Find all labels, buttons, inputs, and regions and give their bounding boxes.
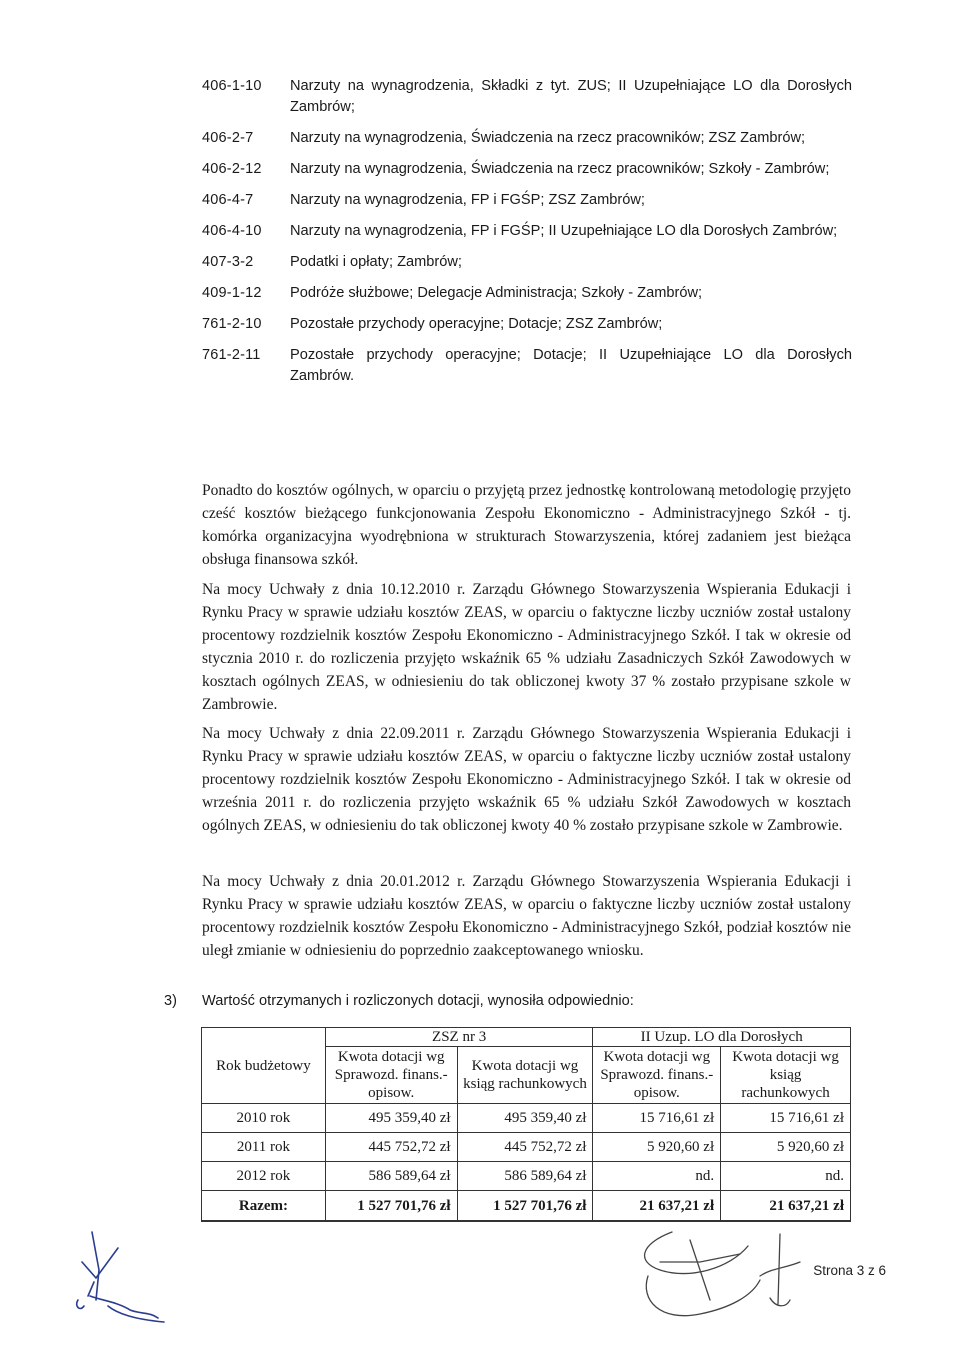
cell-year: 2011 rok (202, 1133, 326, 1162)
page-number: Strona 3 z 6 (813, 1263, 886, 1278)
account-code: 406-2-12 (202, 161, 262, 177)
account-code: 406-4-7 (202, 192, 254, 208)
account-description: Narzuty na wynagrodzenia, Świadczenia na rzecz pracowników; Szkoły - Zambrów; (290, 161, 830, 177)
cell-lo-books: 5 920,60 zł (721, 1133, 851, 1162)
header-zsz-report: Kwota dotacji wg Sprawozd. finans.-opisow. (325, 1047, 457, 1104)
cell-lo-report: 15 716,61 zł (593, 1104, 721, 1133)
cell-zsz-report: 586 589,64 zł (325, 1162, 457, 1191)
cell-year: 2012 rok (202, 1162, 326, 1191)
header-group-lo: II Uzup. LO dla Dorosłych (593, 1028, 851, 1047)
item-number: 3) (164, 993, 177, 1009)
cell-total-zsz-books: 1 527 701,76 zł (457, 1191, 593, 1222)
cell-zsz-books: 495 359,40 zł (457, 1104, 593, 1133)
account-code: 409-1-12 (202, 285, 262, 301)
header-lo-report: Kwota dotacji wg Sprawozd. finans.-opisow. (593, 1047, 721, 1104)
header-year: Rok budżetowy (202, 1028, 326, 1104)
cell-total-lo-report: 21 637,21 zł (593, 1191, 721, 1222)
cell-lo-books: nd. (721, 1162, 851, 1191)
cell-total-lo-books: 21 637,21 zł (721, 1191, 851, 1222)
account-code: 406-1-10 (202, 78, 262, 94)
account-code: 406-2-7 (202, 130, 254, 146)
paragraph-resolution-2010: Na mocy Uchwały z dnia 10.12.2010 r. Zarządu Głównego Stowarzyszenia Wspierania Edukacji i Rynku Pracy w sprawie udziału kosztów ZEAS, w oparciu o faktyczne liczby uczniów został ustalony procentowy rozdzielnik kosztów Zespołu Ekonomiczno - Administracyjnego Szkół. I tak w okresie od stycznia 2010 r. do rozliczenia przyjęto wskaźnik 65 % udziału Zasadniczych Szkół Zawodowych w kosztach ogólnych ZEAS, w odniesieniu do tak obliczonej kwoty 37 % zostało przypisane szkole w Zambrowie. (202, 581, 851, 713)
header-zsz-books: Kwota dotacji wg ksiąg rachunkowych (457, 1047, 593, 1104)
cell-total-label: Razem: (202, 1191, 326, 1222)
account-code: 406-4-10 (202, 223, 262, 239)
cell-zsz-books: 445 752,72 zł (457, 1133, 593, 1162)
account-description: Narzuty na wynagrodzenia, FP i FGŚP; II Uzupełniające LO dla Dorosłych Zambrów; (290, 223, 838, 239)
cell-zsz-books: 586 589,64 zł (457, 1162, 593, 1191)
account-description: Narzuty na wynagrodzenia, Świadczenia na rzecz pracowników; ZSZ Zambrów; (290, 130, 806, 146)
paragraph-resolution-2012: Na mocy Uchwały z dnia 20.01.2012 r. Zarządu Głównego Stowarzyszenia Wspierania Edukacji i Rynku Pracy w sprawie udziału kosztów ZEAS, w oparciu o faktyczne liczby uczniów został ustalony procentowy rozdzielnik kosztów Zespołu Ekonomiczno - Administracyjnego Szkół, podział kosztów nie uległ zmianie w odniesieniu do poprzednio zaakceptowanego wniosku. (202, 873, 851, 959)
cell-zsz-report: 495 359,40 zł (325, 1104, 457, 1133)
header-lo-books: Kwota dotacji wg ksiąg rachunkowych (721, 1047, 851, 1104)
account-code: 407-3-2 (202, 254, 254, 270)
cell-total-zsz-report: 1 527 701,76 zł (325, 1191, 457, 1222)
cell-lo-report: nd. (593, 1162, 721, 1191)
header-group-zsz: ZSZ nr 3 (325, 1028, 593, 1047)
signature-left (77, 1232, 164, 1322)
account-description: Podatki i opłaty; Zambrów; (290, 254, 462, 270)
paragraph-resolution-2011: Na mocy Uchwały z dnia 22.09.2011 r. Zarządu Głównego Stowarzyszenia Wspierania Edukacji i Rynku Pracy w sprawie udziału kosztów ZEAS, w oparciu o faktyczne liczby uczniów został ustalony procentowy rozdzielnik kosztów Zespołu Ekonomiczno - Administracyjnego Szkół. I tak w okresie od września 2011 r. do rozliczenia przyjęto wskaźnik 65 % udziału Szkół Zawodowych w kosztach ogólnych ZEAS, w odniesieniu do tak obliczonej kwoty 40 % zostało przypisane szkole w Zambrowie. (202, 725, 851, 834)
account-description: Narzuty na wynagrodzenia, Składki z tyt. ZUS; II Uzupełniające LO dla Dorosłych Zambrów; (290, 78, 852, 115)
account-description: Podróże służbowe; Delegacje Administracja; Szkoły - Zambrów; (290, 285, 703, 301)
cell-zsz-report: 445 752,72 zł (325, 1133, 457, 1162)
account-code: 761-2-10 (202, 316, 262, 332)
account-code: 761-2-11 (202, 347, 261, 363)
account-description: Narzuty na wynagrodzenia, FP i FGŚP; ZSZ Zambrów; (290, 192, 645, 208)
account-description: Pozostałe przychody operacyjne; Dotacje; II Uzupełniające LO dla Dorosłych Zambrów. (290, 347, 852, 384)
cell-lo-report: 5 920,60 zł (593, 1133, 721, 1162)
cell-year: 2010 rok (202, 1104, 326, 1133)
paragraph-overhead-costs: Ponadto do kosztów ogólnych, w oparciu o przyjętą przez jednostkę kontrolowaną metodologię przyjęto cześć kosztów bieżącego funkcjonowania Zespołu Ekonomiczno - Administracyjnego Szkół - tj. komórka organizacyjna wyodrębniona w strukturach Stowarzyszenia, której zadaniem jest bieżąca obsługa finansowa szkół. (202, 482, 851, 568)
cell-lo-books: 15 716,61 zł (721, 1104, 851, 1133)
item-heading: Wartość otrzymanych i rozliczonych dotacji, wynosiła odpowiednio: (202, 993, 634, 1009)
account-description: Pozostałe przychody operacyjne; Dotacje; ZSZ Zambrów; (290, 316, 663, 332)
signature-right (645, 1232, 800, 1316)
